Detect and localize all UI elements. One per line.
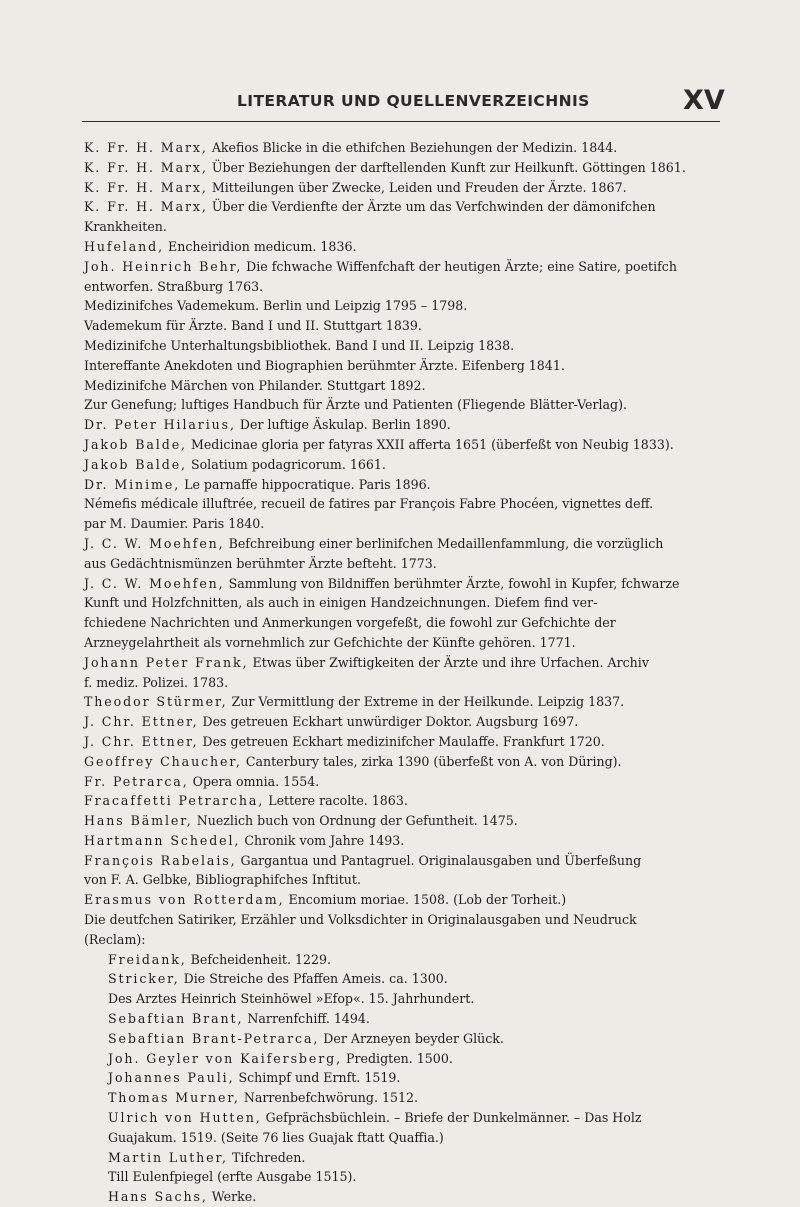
- reference-author: Sebaftian Brant-Petrarca,: [108, 1030, 320, 1046]
- reference-author: Fr. Petrarca,: [84, 773, 189, 789]
- reference-entry: [84, 534, 724, 574]
- reference-entry: [84, 356, 724, 376]
- reference-text: Tifchreden.: [227, 1149, 306, 1165]
- reference-entry: [84, 1187, 724, 1207]
- reference-text: Narrenfchiff. 1494.: [243, 1011, 370, 1027]
- reference-list: [84, 138, 724, 1207]
- page-header: [0, 78, 800, 118]
- reference-text: Mitteilungen über Zwecke, Leiden und Freuden der Ärzte. 1867.: [207, 179, 627, 195]
- running-title: LITERATUR UND QUELLENVERZEICHNIS: [237, 92, 590, 110]
- reference-author: Stricker,: [108, 971, 180, 987]
- reference-text: Zur Genefung; luftiges Handbuch für Ärzte und Patienten (Fliegende Blätter-Verlag).: [84, 397, 628, 413]
- reference-author: Dr. Minime,: [84, 476, 181, 492]
- reference-author: Sebaftian Brant,: [108, 1011, 244, 1027]
- reference-text-continued: Kunft und Holzfchnitten, als auch in einigen Handzeichnungen. Diefem find ver-: [84, 595, 598, 611]
- reference-entry: [84, 653, 724, 693]
- reference-text-continued: entworfen. Straßburg 1763.: [84, 278, 264, 294]
- reference-text: Némefis médicale illuftrée, recueil de fatires par François Fabre Phocéen, vignettes deff.: [84, 496, 654, 512]
- reference-entry: [84, 138, 724, 158]
- reference-text-continued: f. mediz. Polizei. 1783.: [84, 674, 229, 690]
- reference-text: Der luftige Äskulap. Berlin 1890.: [235, 417, 451, 433]
- reference-text: Über die Verdienfte der Ärzte um das Verfchwinden der dämonifchen: [207, 199, 656, 215]
- reference-entry: [84, 197, 724, 237]
- reference-author: J. Chr. Ettner,: [84, 733, 199, 749]
- reference-text: Etwas über Zwiftigkeiten der Ärzte und ihre Urfachen. Archiv: [248, 654, 649, 670]
- reference-text: Schimpf und Ernft. 1519.: [234, 1070, 401, 1086]
- reference-author: K. Fr. H. Marx,: [84, 140, 208, 155]
- reference-entry: [84, 1068, 724, 1088]
- reference-text: Zur Vermittlung der Extreme in der Heilkunde. Leipzig 1837.: [227, 694, 625, 710]
- reference-text-continued: (Reclam):: [84, 931, 146, 947]
- reference-entry: [84, 712, 724, 732]
- reference-author: Erasmus von Rotterdam,: [84, 892, 285, 908]
- reference-text: Des Arztes Heinrich Steinhöwel »Efop«. 15. Jahrhundert.: [108, 991, 475, 1007]
- reference-text: Die Streiche des Pfaffen Ameis. ca. 1300.: [179, 971, 448, 987]
- reference-text: Narrenbefchwörung. 1512.: [239, 1090, 419, 1106]
- reference-text: Akefios Blicke in die ethifchen Beziehungen der Medizin. 1844.: [207, 140, 618, 155]
- reference-entry: [84, 1009, 724, 1029]
- header-rule: [82, 121, 720, 122]
- reference-text: Canterbury tales, zirka 1390 (überfeßt von A. von Düring).: [241, 753, 622, 769]
- reference-entry: [84, 1108, 724, 1148]
- reference-text: Befchreibung einer berlinifchen Medaillenfammlung, die vorzüglich: [224, 535, 664, 551]
- reference-text-continued: Guajakum. 1519. (Seite 76 lies Guajak ftatt Quaffia.): [108, 1129, 444, 1145]
- reference-text: Till Eulenfpiegel (erfte Ausgabe 1515).: [108, 1169, 357, 1185]
- reference-entry: [84, 989, 724, 1009]
- reference-text-continued: Krankheiten.: [84, 219, 167, 235]
- reference-author: Hans Bämler,: [84, 813, 193, 829]
- reference-author: Ulrich von Hutten,: [108, 1110, 262, 1126]
- reference-entry: [84, 772, 724, 792]
- reference-author: Hans Sachs,: [108, 1189, 208, 1205]
- reference-author: K. Fr. H. Marx,: [84, 199, 208, 215]
- reference-author: J. C. W. Moehfen,: [84, 575, 225, 591]
- reference-author: Johannes Pauli,: [108, 1070, 235, 1086]
- reference-entry: [84, 1088, 724, 1108]
- reference-author: Hufeland,: [84, 238, 165, 254]
- reference-entry: [84, 811, 724, 831]
- reference-text: Medizinifche Märchen von Philander. Stuttgart 1892.: [84, 377, 426, 393]
- reference-entry: [84, 692, 724, 712]
- reference-author: Jakob Balde,: [84, 436, 187, 452]
- reference-entry: [84, 415, 724, 435]
- reference-text: Opera omnia. 1554.: [188, 773, 320, 789]
- reference-entry: [84, 1167, 724, 1187]
- reference-author: Martin Luther,: [108, 1149, 228, 1165]
- reference-author: Jakob Balde,: [84, 456, 187, 472]
- reference-text-continued: par M. Daumier. Paris 1840.: [84, 516, 265, 532]
- reference-text-continued: Arzneygelahrtheit als vornehmlich zur Gefchichte der Künfte gehören. 1771.: [84, 634, 576, 650]
- reference-text: Predigten. 1500.: [342, 1050, 453, 1066]
- reference-author: Johann Peter Frank,: [84, 654, 249, 670]
- reference-text: Des getreuen Eckhart medizinifcher Maulaffe. Frankfurt 1720.: [198, 733, 605, 749]
- reference-text-continued: aus Gedächtnismünzen berühmter Ärzte befteht. 1773.: [84, 555, 437, 571]
- reference-entry: [84, 158, 724, 178]
- reference-text: Chronik vom Jahre 1493.: [240, 832, 405, 848]
- reference-text: Über Beziehungen der darftellenden Kunft zur Heilkunft. Göttingen 1861.: [207, 159, 686, 175]
- reference-text-continued: fchiedene Nachrichten und Anmerkungen vorgefeßt, die fowohl zur Gefchichte der: [84, 615, 616, 631]
- reference-entry: [84, 257, 724, 297]
- reference-author: J. C. W. Moehfen,: [84, 535, 225, 551]
- reference-entry: [84, 851, 724, 891]
- reference-entry: [84, 435, 724, 455]
- reference-text: Intereffante Anekdoten und Biographien berühmter Ärzte. Eifenberg 1841.: [84, 357, 565, 373]
- reference-author: François Rabelais,: [84, 852, 237, 868]
- reference-entry: [84, 296, 724, 316]
- reference-author: Freidank,: [108, 951, 187, 967]
- reference-text: Vademekum für Ärzte. Band I und II. Stuttgart 1839.: [84, 318, 422, 334]
- reference-entry: [84, 237, 724, 257]
- reference-text: Des getreuen Eckhart unwürdiger Doktor. Augsburg 1697.: [198, 714, 579, 730]
- reference-entry: [84, 316, 724, 336]
- reference-entry: [84, 752, 724, 772]
- reference-text: Le parnaffe hippocratique. Paris 1896.: [180, 476, 431, 492]
- reference-text: Solatium podagricorum. 1661.: [186, 456, 386, 472]
- reference-text: Sammlung von Bildniffen berühmter Ärzte, fowohl in Kupfer, fchwarze: [224, 575, 680, 591]
- reference-entry: [84, 178, 724, 198]
- reference-text: Lettere racolte. 1863.: [264, 793, 408, 809]
- reference-author: Thomas Murner,: [108, 1090, 240, 1106]
- reference-entry: [84, 376, 724, 396]
- reference-entry: [84, 910, 724, 950]
- reference-text: Werke.: [207, 1189, 257, 1205]
- reference-text: Befcheidenheit. 1229.: [186, 951, 332, 967]
- reference-text-continued: von F. A. Gelbke, Bibliographifches Inftitut.: [84, 872, 361, 888]
- reference-text: Medizinifches Vademekum. Berlin und Leipzig 1795 – 1798.: [84, 298, 468, 314]
- reference-author: J. Chr. Ettner,: [84, 714, 199, 730]
- reference-author: Geoffrey Chaucher,: [84, 753, 242, 769]
- reference-entry: [84, 890, 724, 910]
- page-number: XV: [683, 85, 725, 116]
- reference-author: K. Fr. H. Marx,: [84, 179, 208, 195]
- reference-entry: [84, 732, 724, 752]
- reference-author: Dr. Peter Hilarius,: [84, 417, 236, 433]
- reference-text: Encheiridion medicum. 1836.: [164, 238, 357, 254]
- reference-entry: [84, 950, 724, 970]
- reference-entry: [84, 494, 724, 534]
- reference-entry: [84, 395, 724, 415]
- reference-text: Der Arzneyen beyder Glück.: [319, 1030, 504, 1046]
- reference-entry: [84, 336, 724, 356]
- reference-text: Gefprächsbüchlein. – Briefe der Dunkelmänner. – Das Holz: [261, 1110, 642, 1126]
- reference-author: Hartmann Schedel,: [84, 832, 241, 848]
- reference-text: Nuezlich buch von Ordnung der Gefuntheit. 1475.: [192, 813, 518, 829]
- reference-entry: [84, 1049, 724, 1069]
- reference-entry: [84, 1148, 724, 1168]
- reference-entry: [84, 455, 724, 475]
- reference-author: Joh. Geyler von Kaifersberg,: [108, 1050, 343, 1066]
- reference-text: Gargantua und Pantagruel. Originalausgaben und Überfeßung: [236, 852, 642, 868]
- reference-entry: [84, 969, 724, 989]
- reference-author: Joh. Heinrich Behr,: [84, 258, 243, 274]
- reference-author: Theodor Stürmer,: [84, 694, 228, 710]
- reference-author: K. Fr. H. Marx,: [84, 159, 208, 175]
- reference-text: Die fchwache Wiffenfchaft der heutigen Ärzte; eine Satire, poetifch: [242, 258, 677, 274]
- reference-entry: [84, 475, 724, 495]
- reference-text: Medicinae gloria per fatyras XXII afferta 1651 (überfeßt von Neubig 1833).: [186, 436, 674, 452]
- reference-author: Fracaffetti Petrarcha,: [84, 793, 265, 809]
- reference-entry: [84, 1029, 724, 1049]
- reference-entry: [84, 831, 724, 851]
- reference-text: Medizinifche Unterhaltungsbibliothek. Band I und II. Leipzig 1838.: [84, 337, 515, 353]
- reference-entry: [84, 574, 724, 653]
- reference-text: Die deutfchen Satiriker, Erzähler und Volksdichter in Originalausgaben und Neudruck: [84, 912, 637, 928]
- reference-entry: [84, 791, 724, 811]
- reference-text: Encomium moriae. 1508. (Lob der Torheit.): [284, 892, 567, 908]
